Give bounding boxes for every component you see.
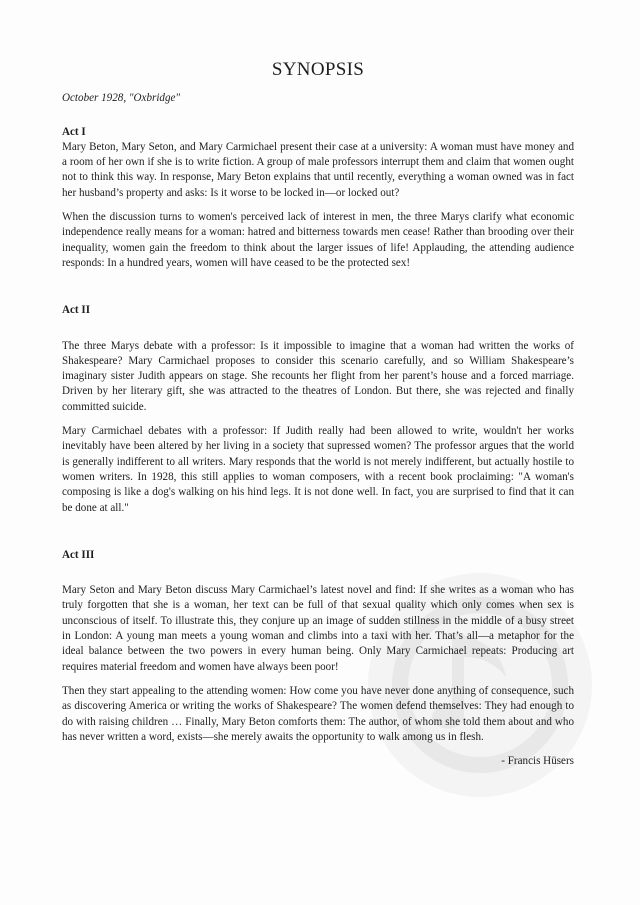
author-signature: - Francis Hüsers [501, 755, 574, 768]
dateline: October 1928, "Oxbridge" [62, 92, 181, 105]
section-spacer [62, 280, 574, 303]
act-2-heading: Act II [62, 304, 91, 317]
act-3-paragraph: Then they start appealing to the attending women: How come you have never done anything of consequence, such as discovering America or writing the works of Shakespeare? The women defend themselves: They had enough to do with raising children … Finally, Mary Beton comforts them: The author, of whom she told them about and who has never written a word, exists—she merely awaits the opportunity to walk among us in flesh. [62, 684, 574, 743]
synopsis-content [62, 59, 574, 769]
act-3-heading: Act III [62, 548, 95, 561]
heading-spacer [62, 319, 574, 339]
act-1-paragraph: When the discussion turns to women's perceived lack of interest in men, the three Marys clarify what economic independence really means for a woman: hatred and bitterness towards men cease! Rather than brooding over their inequality, women gain the freedom to think about the larger issues of life! Applauding, the attending audience responds: In a hundred years, women will have ceased to be the protected sex! [62, 211, 574, 269]
act-3-paragraph: Mary Seton and Mary Beton discuss Mary Carmichael’s latest novel and find: If she writes as a woman who has truly forgotten that she is a woman, her text can be full of that sexual quality which only comes when sex is unconscious of itself. To illustrate this, they conjure up an image of sudden stillness in the middle of a busy street in London: A young man meets a young woman and climbs into a taxi with her. That’s all—a metaphor for the ideal balance between the two powers in every human being. Only Mary Carmichael repeats: Producing art requires material freedom and women have always been poor! [62, 584, 574, 673]
act-3-section [62, 548, 574, 745]
act-2-section [62, 303, 574, 516]
act-1-paragraph: Mary Beton, Mary Seton, and Mary Carmichael present their case at a university: A woman must have money and a room of her own if she is to write fiction. A group of male professors interrupt them and claim that women ought not to think this way. In response, Mary Beton explains that until recently, everything a woman owned was in fact her husband’s property and asks: Is it worse to be locked in—or locked out? [62, 140, 574, 199]
page-title: SYNOPSIS [271, 59, 365, 80]
act-1-heading: Act I [62, 125, 86, 138]
heading-spacer [62, 563, 574, 583]
act-2-paragraph: The three Marys debate with a professor: Is it impossible to imagine that a woman had written the works of Shakespeare? Mary Carmichael proposes to consider this scenario carefully, and so William Shakespeare’s imaginary sister Judith appears on stage. She recounts her flight from her parent’s house and a forced marriage. Driven by her literary gift, she was attracted to the theatres of London. But there, she was rejected and finally committed suicide. [62, 339, 574, 413]
act-2-paragraph: Mary Carmichael debates with a professor: If Judith really had been allowed to write, wouldn't her works inevitably have been altered by her living in a society that supressed women? The professor argues that the world is generally indifferent to all writers. Mary responds that the world is not merely indifferent, but actually hostile to women writers. In 1928, this still applies to woman composers, with a recent book proclaiming: "A woman's composing is like a dog's walking on his hind legs. It is not done well. In fact, you are surprised to find that it can be done at all." [62, 425, 574, 514]
act-1-section [62, 125, 574, 272]
section-spacer [62, 525, 574, 548]
